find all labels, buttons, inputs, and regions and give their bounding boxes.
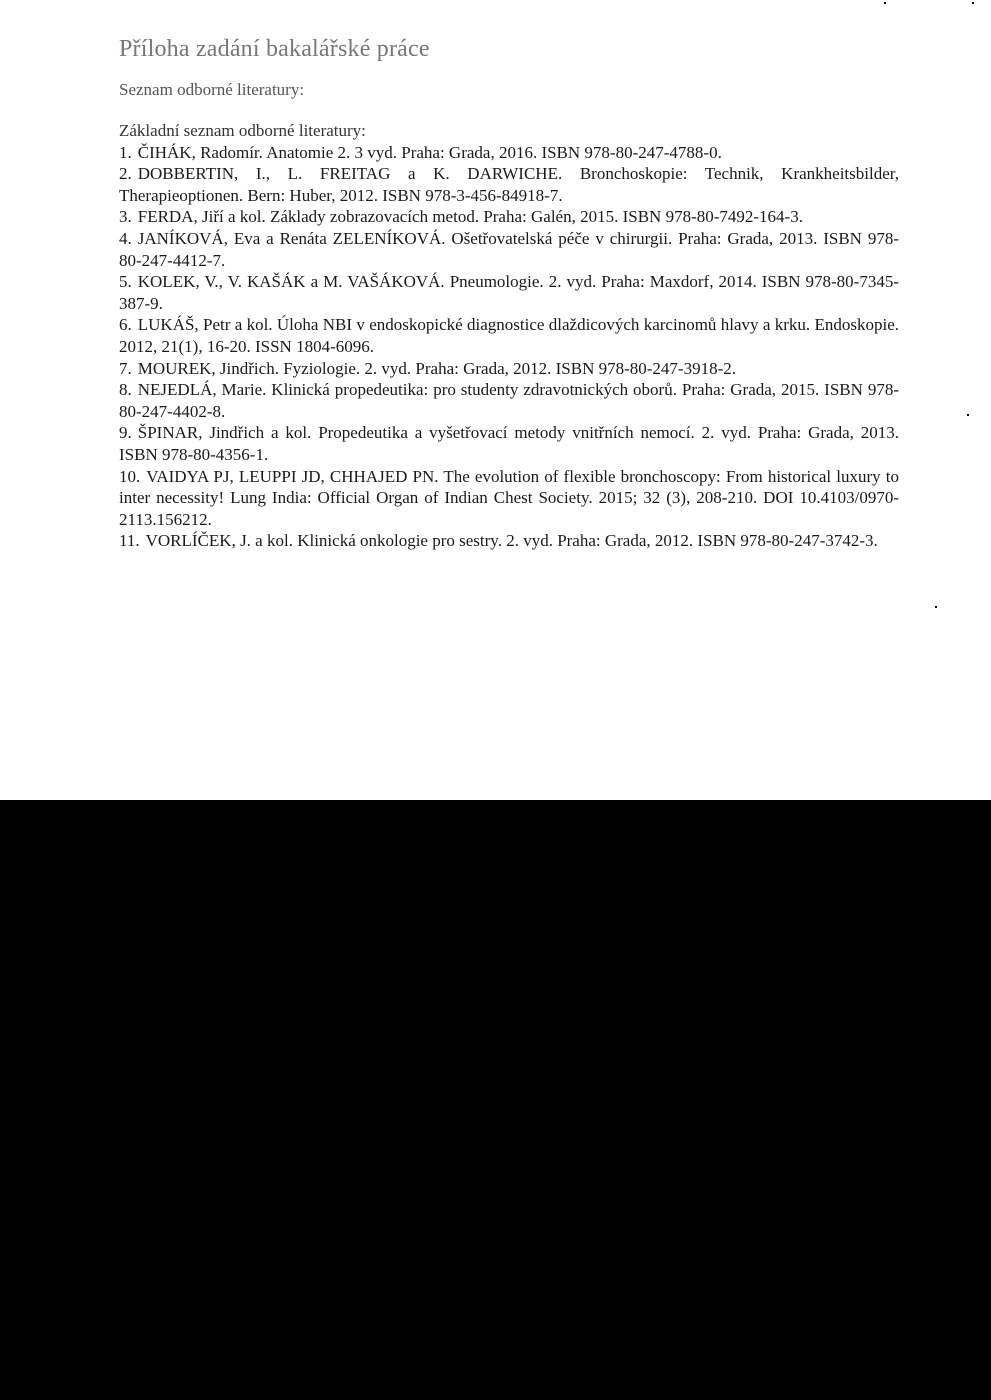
reference-number: 4. <box>119 228 132 248</box>
reference-item-7 <box>119 358 899 380</box>
reference-text: FERDA, Jiří a kol. Základy zobrazovacích metod. Praha: Galén, 2015. ISBN 978-80-7492-164-3. <box>137 207 803 227</box>
reference-number: 5. <box>119 272 132 292</box>
reference-text: VORLÍČEK, J. a kol. Klinická onkologie pro sestry. 2. vyd. Praha: Grada, 2012. ISBN 978-80-247-3742-3. <box>145 531 878 551</box>
reference-number: 11. <box>119 531 140 551</box>
reference-item-9 <box>119 422 899 465</box>
reference-item-1 <box>119 142 899 164</box>
reference-number: 9. <box>119 423 132 443</box>
reference-number: 6. <box>119 315 132 335</box>
reference-number: 10. <box>119 466 141 486</box>
reference-number: 1. <box>119 142 132 162</box>
reference-item-3 <box>119 206 899 228</box>
reference-text: LUKÁŠ, Petr a kol. Úloha NBI v endoskopické diagnostice dlaždicových karcinomů hlavy a krku. Endoskopie. 2012, 21(1), 16-20. ISSN 1804-6096. <box>119 315 899 356</box>
reference-number: 7. <box>119 358 132 378</box>
reference-text: ŠPINAR, Jindřich a kol. Propedeutika a vyšetřovací metody vnitřních nemocí. 2. vyd. Praha: Grada, 2013. ISBN 978-80-4356-1. <box>119 423 899 464</box>
reference-item-6 <box>119 314 899 357</box>
reference-item-4 <box>119 228 899 271</box>
reference-item-11 <box>119 530 899 552</box>
reference-text: JANÍKOVÁ, Eva a Renáta ZELENÍKOVÁ. Ošetřovatelská péče v chirurgii. Praha: Grada, 2013. ISBN 978-80-247-4412-7. <box>119 228 899 270</box>
reference-text: VAIDYA PJ, LEUPPI JD, CHHAJED PN. The evolution of flexible bronchoscopy: From historical luxury to inter necessity! Lung India: Official Organ of Indian Chest Society. 2015; 32 (3), 208-210. DOI 10.4103/0970-2113.156212. <box>119 466 899 529</box>
scan-speck <box>972 2 974 4</box>
reference-item-5 <box>119 271 899 314</box>
reference-item-10 <box>119 466 899 531</box>
reference-item-8 <box>119 379 899 422</box>
reference-item-2 <box>119 163 899 206</box>
reference-number: 8. <box>119 380 132 400</box>
reference-text: NEJEDLÁ, Marie. Klinická propedeutika: pro studenty zdravotnických oborů. Praha: Grada, 2015. ISBN 978-80-247-4402-8. <box>119 380 899 421</box>
reference-list-heading: Základní seznam odborné literatury: <box>119 121 366 140</box>
reference-list <box>119 120 899 552</box>
reference-text: DOBBERTIN, I., L. FREITAG a K. DARWICHE. Bronchoskopie: Technik, Krankheitsbilder, Therapieoptionen. Bern: Huber, 2012. ISBN 978-3-456-84918-7. <box>119 164 899 205</box>
reference-text: ČIHÁK, Radomír. Anatomie 2. 3 vyd. Praha: Grada, 2016. ISBN 978-80-247-4788-0. <box>137 142 722 162</box>
scan-speck <box>884 2 886 4</box>
scan-speck <box>935 606 937 608</box>
reference-text: KOLEK, V., V. KAŠÁK a M. VAŠÁKOVÁ. Pneumologie. 2. vyd. Praha: Maxdorf, 2014. ISBN 978-80-7345-387-9. <box>119 272 899 313</box>
page-title: Příloha zadání bakalářské práce <box>119 36 430 62</box>
reference-number: 2. <box>119 164 132 184</box>
page-subtitle: Seznam odborné literatury: <box>119 80 305 99</box>
reference-number: 3. <box>119 207 132 227</box>
reference-text: MOUREK, Jindřich. Fyziologie. 2. vyd. Praha: Grada, 2012. ISBN 978-80-247-3918-2. <box>137 358 736 378</box>
scan-speck <box>967 414 969 416</box>
